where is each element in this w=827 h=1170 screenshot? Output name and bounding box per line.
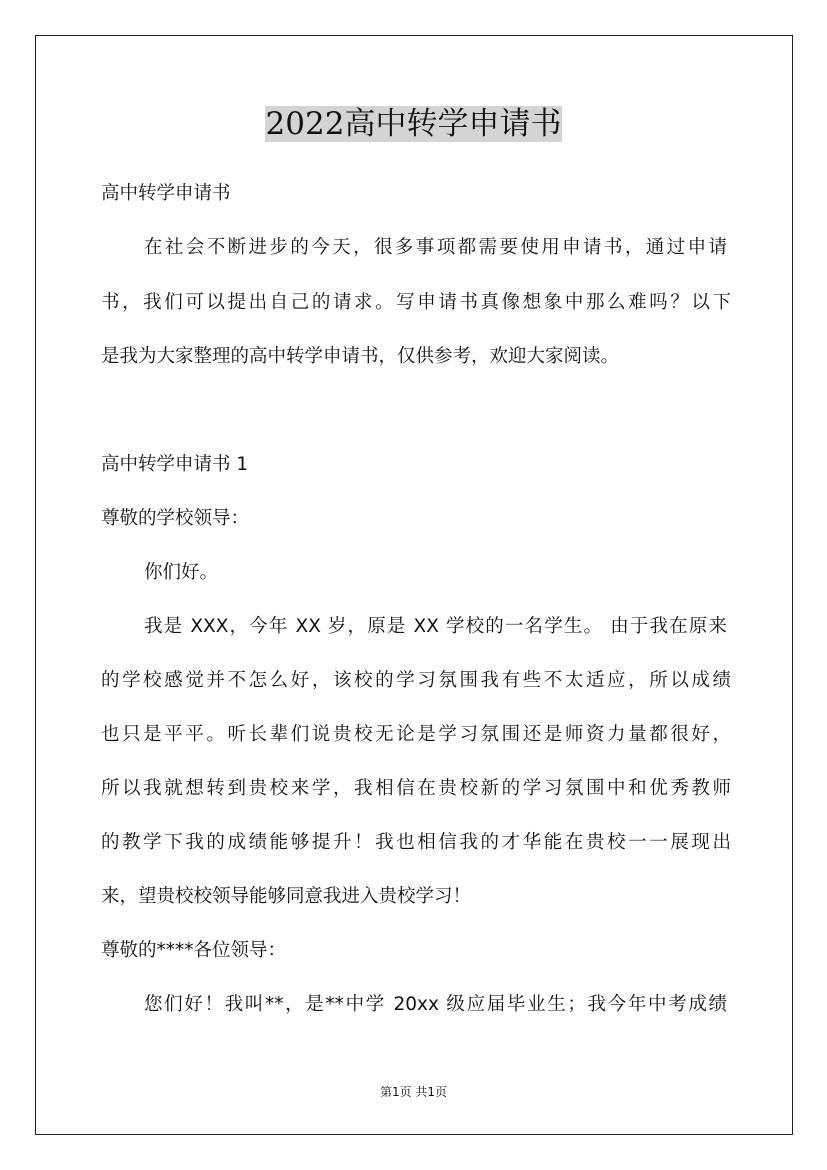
salutation: 尊敬的****各位领导： [101, 940, 287, 961]
page-footer: 第1页 共1页 [379, 1085, 448, 1099]
paragraph-line: 我是 XXX，今年 XX 岁，原是 XX 学校的一名学生。 由于我在原来 [144, 616, 727, 637]
paragraph-line: 您们好！我叫**，是**中学 20xx 级应届毕业生；我今年中考成绩 [144, 994, 727, 1015]
paragraph-line: 的教学下我的成绩能够提升！我也相信我的才华能在贵校一一展现出 [101, 832, 731, 853]
paragraph-line: 是我为大家整理的高中转学申请书，仅供参考，欢迎大家阅读。 [101, 346, 620, 367]
paragraph-line: 所以我就想转到贵校来学，我相信在贵校新的学习氛围中和优秀教师 [101, 778, 731, 799]
paragraph-line: 书，我们可以提出自己的请求。写申请书真像想象中那么难吗？以下 [101, 292, 731, 313]
document-title [0, 104, 827, 144]
subtitle: 高中转学申请书 [101, 183, 231, 204]
salutation: 尊敬的学校领导： [101, 508, 250, 529]
paragraph-line: 在社会不断进步的今天，很多事项都需要使用申请书，通过申请 [144, 237, 727, 258]
paragraph-line: 的学校感觉并不怎么好，该校的学习氛围我有些不太适应，所以成绩 [101, 670, 731, 691]
document-title-text: 2022高中转学申请书 [265, 106, 562, 142]
section-heading: 高中转学申请书 1 [101, 454, 249, 475]
paragraph-line: 也只是平平。听长辈们说贵校无论是学习氛围还是师资力量都很好， [101, 724, 731, 745]
paragraph-line: 来，望贵校校领导能够同意我进入贵校学习！ [101, 886, 472, 907]
greeting: 你们好。 [144, 562, 219, 583]
